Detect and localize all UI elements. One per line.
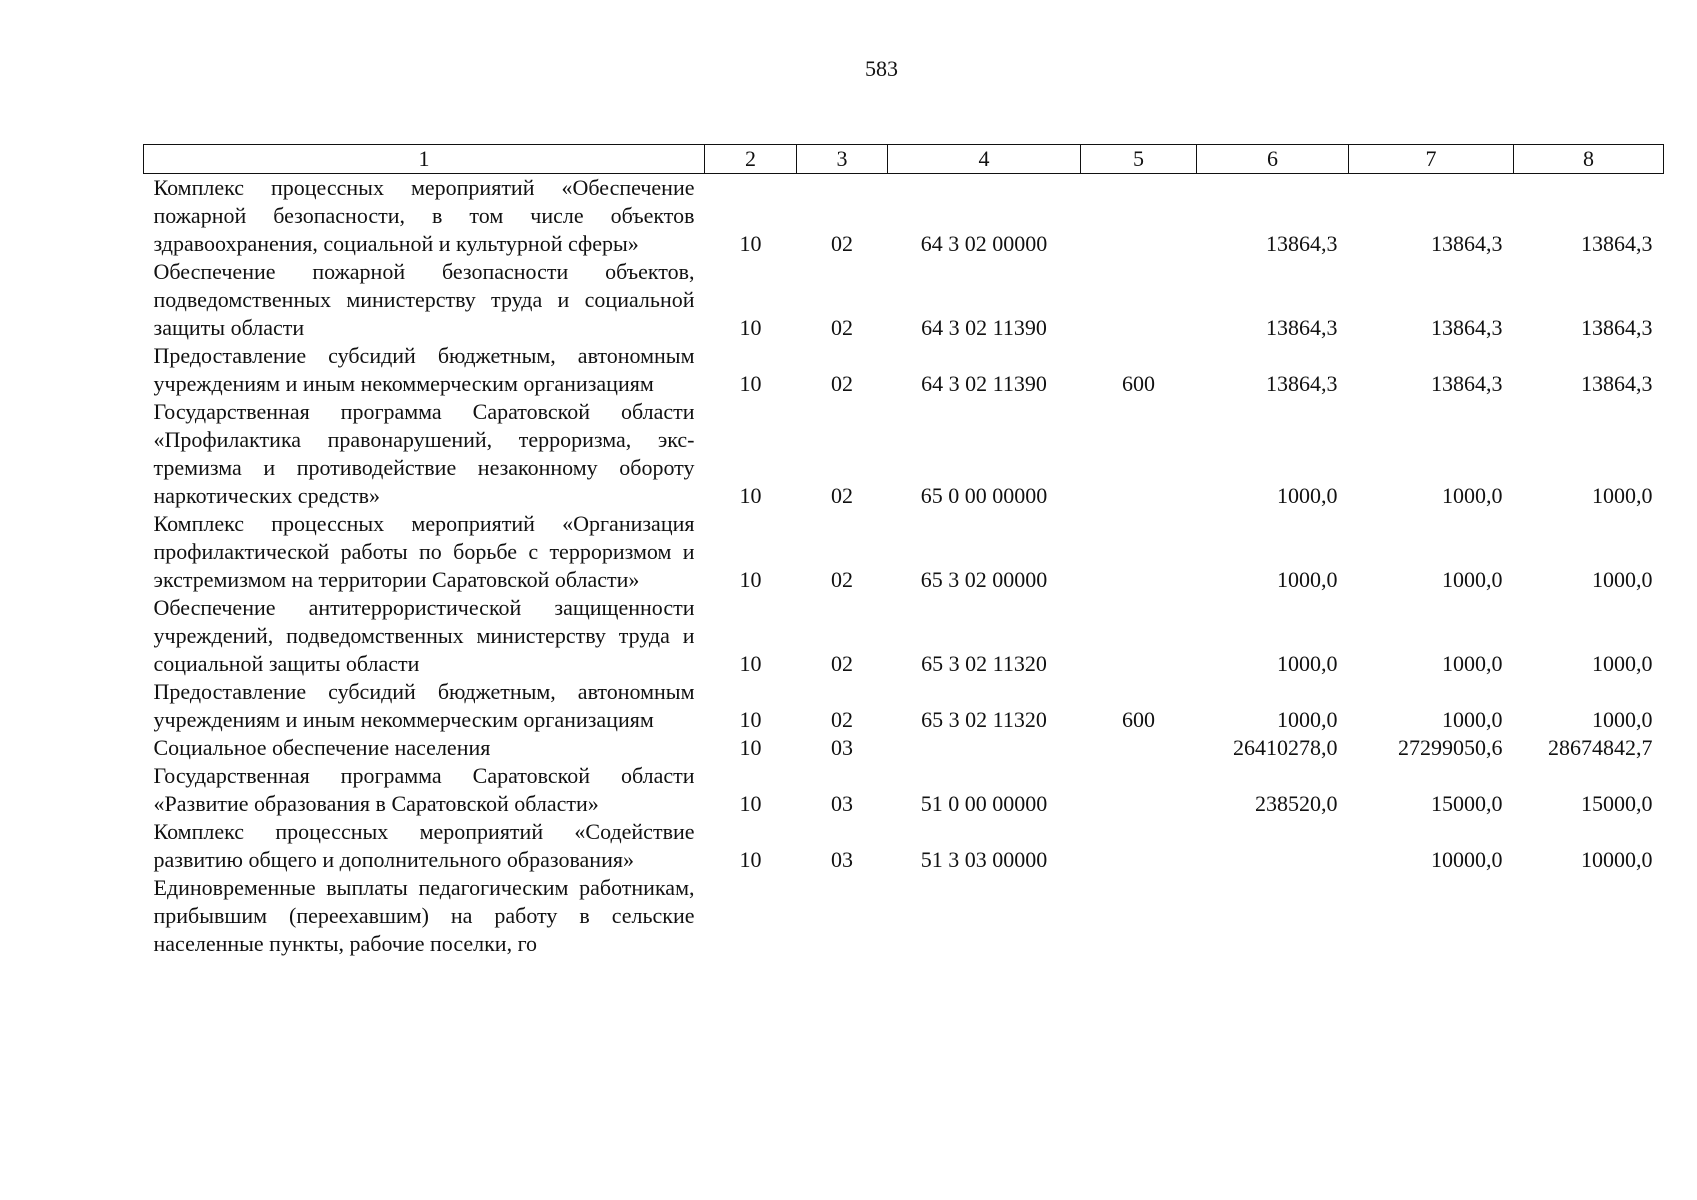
row-expense-type — [1081, 818, 1197, 874]
row-amount-year1 — [1197, 874, 1349, 958]
header-col-6: 6 — [1197, 145, 1349, 174]
row-target-article: 64 3 02 11390 — [921, 315, 1047, 340]
row-amount-year3: 10000,0 — [1581, 847, 1653, 872]
row-amount-year1: 13864,3 — [1266, 315, 1338, 340]
row-name: Социальное обеспечение населения — [153, 735, 491, 760]
row-podrazdel: 02 — [831, 371, 853, 396]
row-razdel: 10 — [739, 315, 762, 340]
row-razdel: 10 — [739, 847, 762, 872]
row-expense-type — [1081, 762, 1197, 818]
row-amount-year3: 28674842,7 — [1548, 735, 1653, 760]
table-row — [144, 762, 1664, 818]
row-target-article: 51 0 00 00000 — [920, 791, 1048, 816]
header-col-3: 3 — [797, 145, 888, 174]
row-name: Единовременные выплаты педагогическим работникам, прибывшим (переехавшим) на работу в сельские населенные пункты, рабочие поселки, го — [153, 875, 695, 956]
table-row — [144, 818, 1664, 874]
row-razdel — [705, 874, 797, 958]
row-podrazdel: 02 — [831, 483, 853, 508]
row-amount-year3: 1000,0 — [1592, 707, 1653, 732]
header-col-5: 5 — [1081, 145, 1197, 174]
row-target-article: 65 0 00 00000 — [920, 483, 1048, 508]
table-row — [144, 678, 1664, 734]
row-expense-type — [1081, 510, 1197, 594]
row-target-article — [888, 874, 1081, 958]
row-target-article — [888, 734, 1081, 762]
row-name: Государственная программа Саратовской области «Профилактика правонарушений, терроризма, экстремизма и противодействие незаконному обороту наркотических средств» — [153, 399, 695, 508]
row-razdel: 10 — [739, 483, 762, 508]
row-target-article: 64 3 02 00000 — [920, 231, 1048, 256]
row-razdel: 10 — [739, 231, 762, 256]
row-amount-year3: 15000,0 — [1581, 791, 1653, 816]
row-podrazdel: 03 — [831, 791, 853, 816]
row-expense-type — [1081, 874, 1197, 958]
row-podrazdel — [797, 874, 888, 958]
header-col-8: 8 — [1514, 145, 1664, 174]
row-razdel: 10 — [739, 735, 762, 760]
row-expense-type — [1081, 398, 1197, 510]
row-amount-year1 — [1197, 818, 1349, 874]
header-col-4: 4 — [888, 145, 1081, 174]
header-row — [144, 145, 1664, 174]
row-amount-year1: 1000,0 — [1277, 567, 1338, 592]
header-col-1: 1 — [144, 145, 705, 174]
table-row — [144, 258, 1664, 342]
row-amount-year1: 1000,0 — [1277, 707, 1338, 732]
row-amount-year2 — [1349, 874, 1514, 958]
row-amount-year1: 1000,0 — [1277, 483, 1338, 508]
row-razdel: 10 — [739, 567, 762, 592]
row-expense-type — [1081, 734, 1197, 762]
page-number: 583 — [865, 56, 898, 81]
row-podrazdel: 02 — [831, 651, 853, 676]
row-razdel: 10 — [739, 651, 762, 676]
row-name: Обеспечение антитеррористической защищенности учреждений, подведомственных министерству труда и социальной защиты области — [153, 595, 695, 676]
row-podrazdel: 02 — [831, 315, 853, 340]
row-amount-year2: 27299050,6 — [1398, 735, 1503, 760]
row-podrazdel: 02 — [831, 231, 853, 256]
row-amount-year2: 10000,0 — [1431, 847, 1503, 872]
budget-table — [143, 144, 1664, 958]
row-amount-year1: 1000,0 — [1277, 651, 1338, 676]
row-amount-year2: 13864,3 — [1431, 231, 1503, 256]
table-body — [144, 174, 1664, 959]
row-amount-year2: 1000,0 — [1442, 483, 1503, 508]
row-amount-year3: 13864,3 — [1581, 371, 1653, 396]
row-name: Предоставление субсидий бюджетным, автономным учреждениям и иным некоммерческим организациям — [153, 343, 695, 396]
table-row — [144, 594, 1664, 678]
row-expense-type — [1081, 258, 1197, 342]
row-razdel: 10 — [739, 791, 762, 816]
row-amount-year3: 13864,3 — [1581, 315, 1653, 340]
table-header — [144, 145, 1664, 174]
row-amount-year3: 1000,0 — [1592, 651, 1653, 676]
row-podrazdel: 03 — [831, 847, 853, 872]
row-target-article: 65 3 02 11320 — [921, 651, 1047, 676]
row-amount-year2: 15000,0 — [1431, 791, 1503, 816]
row-expense-type — [1081, 174, 1197, 259]
row-name: Комплекс процессных мероприятий «Организация профилактической работы по борьбе с терроризмом и экстремизмом на территории Саратовской области» — [153, 511, 695, 592]
row-amount-year2: 1000,0 — [1442, 707, 1503, 732]
row-target-article: 64 3 02 11390 — [921, 371, 1047, 396]
table-row — [144, 342, 1664, 398]
row-expense-type — [1081, 594, 1197, 678]
row-amount-year3 — [1514, 874, 1664, 958]
row-amount-year2: 13864,3 — [1431, 315, 1503, 340]
table-row — [144, 510, 1664, 594]
header-col-7: 7 — [1349, 145, 1514, 174]
row-name: Предоставление субсидий бюджетным, автономным учреждениям и иным некоммерческим организациям — [153, 679, 695, 732]
header-col-2: 2 — [705, 145, 797, 174]
row-name: Комплекс процессных мероприятий «Обеспечение пожарной безопасности, в том числе объектов здравоохранения, социальной и культурной сферы» — [153, 175, 695, 256]
table-row — [144, 874, 1664, 958]
table-row — [144, 734, 1664, 762]
row-amount-year3: 1000,0 — [1592, 483, 1653, 508]
row-target-article: 51 3 03 00000 — [920, 847, 1048, 872]
row-amount-year1: 238520,0 — [1255, 791, 1338, 816]
row-razdel: 10 — [739, 707, 762, 732]
row-podrazdel: 03 — [831, 735, 853, 760]
row-name: Обеспечение пожарной безопасности объектов, подведомственных министерству труда и социальной защиты области — [153, 259, 695, 340]
row-podrazdel: 02 — [831, 707, 853, 732]
table-row — [144, 174, 1664, 259]
row-amount-year1: 13864,3 — [1266, 231, 1338, 256]
table-row — [144, 398, 1664, 510]
row-amount-year2: 1000,0 — [1442, 567, 1503, 592]
row-name: Комплекс процессных мероприятий «Содействие развитию общего и дополнительного образования» — [153, 819, 695, 872]
row-amount-year2: 13864,3 — [1431, 371, 1503, 396]
row-amount-year1: 13864,3 — [1266, 371, 1338, 396]
row-expense-type: 600 — [1122, 707, 1155, 732]
row-podrazdel: 02 — [831, 567, 853, 592]
row-amount-year1: 26410278,0 — [1233, 735, 1338, 760]
row-target-article: 65 3 02 11320 — [921, 707, 1047, 732]
row-amount-year3: 13864,3 — [1581, 231, 1653, 256]
row-amount-year2: 1000,0 — [1442, 651, 1503, 676]
row-razdel: 10 — [739, 371, 762, 396]
row-name: Государственная программа Саратовской области «Развитие образования в Саратовской области» — [153, 763, 695, 816]
row-expense-type: 600 — [1122, 371, 1155, 396]
row-target-article: 65 3 02 00000 — [920, 567, 1048, 592]
row-amount-year3: 1000,0 — [1592, 567, 1653, 592]
